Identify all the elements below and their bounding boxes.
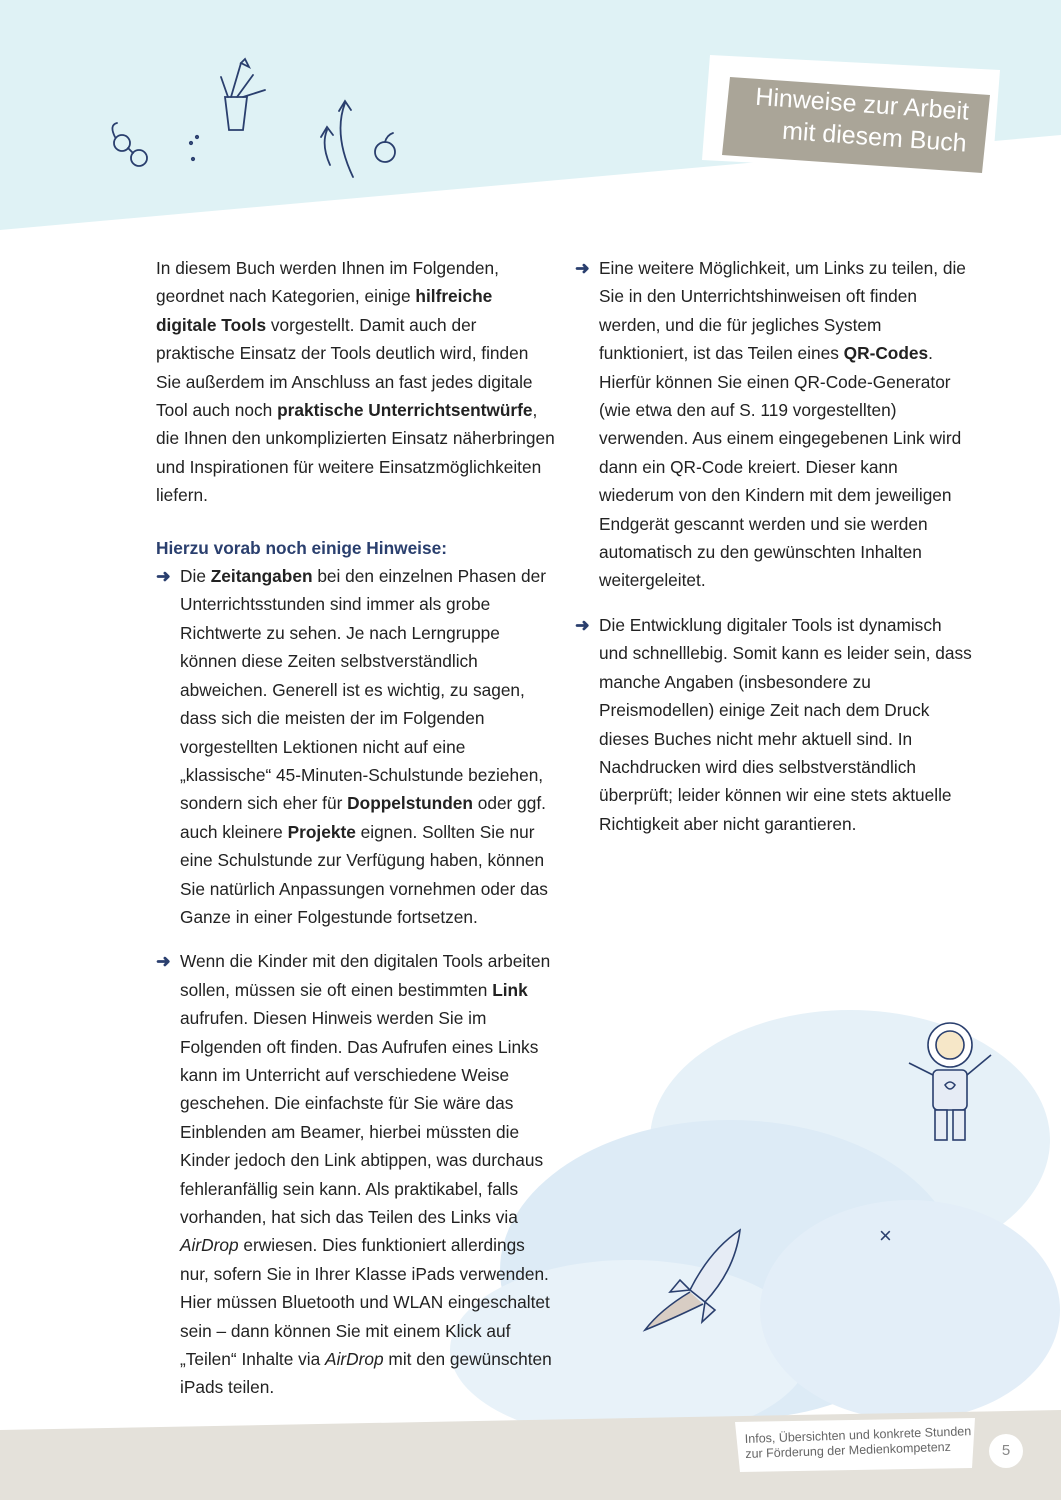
glasses-icon bbox=[112, 123, 147, 166]
footer-caption: Infos, Übersichten und konkrete Stunden zur Förderung der Medienkompetenz bbox=[744, 1424, 972, 1462]
hint-links: ➜ Wenn die Kinder mit den digitalen Tools arbeiten sollen, müssen sie oft einen bestimmten Link aufrufen. Diesen Hinweis werden Sie im Folgenden oft finden. Das Aufrufen eines Links kann im Unterricht auf verschiedene Weise geschehen. Die einfachste für Sie wäre das Einblenden am Beamer, hierbei müssten die Kinder jedoch den Link abtippen, was durchaus fehleranfällig sein kann. Als praktikabel, falls vorhanden, hat sich das Teilen des Links via AirDrop erwiesen. Dies funktioniert allerdings nur, sofern Sie in Ihrer Klasse iPads verwenden. Hier müssen Bluetooth und WLAN eingeschaltet sein – dann können Sie mit einem Klick auf „Teilen“ Inhalte via AirDrop mit den gewünschten iPads teilen. bbox=[156, 947, 556, 1402]
left-column bbox=[156, 254, 556, 1402]
right-column bbox=[575, 254, 975, 838]
hints-heading: Hierzu vorab noch einige Hinweise: bbox=[156, 537, 447, 558]
pencil-cup-icon bbox=[221, 59, 265, 130]
arrow-right-icon: ➜ bbox=[575, 258, 590, 278]
arrow-right-icon: ➜ bbox=[156, 566, 171, 587]
arrow-right-icon: ➜ bbox=[156, 951, 171, 972]
hint-time-info: ➜ Die Zeitangaben bei den einzelnen Phasen der Unterrichtsstunden sind immer als grobe Richtwerte zu sehen. Je nach Lerngruppe können diese Zeiten selbstverständlich abweichen. Generell ist es wichtig, zu sagen, dass sich die meisten der im Folgenden vorgestellten Lektionen nicht auf eine „klassische“ 45-Minuten-Schulstunde beziehen, sondern sich eher für Doppelstunden oder ggf. auch kleinere Projekte eignen. Sollten Sie nur eine Schulstunde zur Verfügung haben, können Sie natürlich Anpassungen vornehmen oder das Ganze in einer Folgestunde fortsetzen. bbox=[156, 562, 556, 931]
curved-arrows-icon bbox=[321, 101, 353, 177]
hint-tool-changes: ➜ Die Entwicklung digitaler Tools ist dynamisch und schnelllebig. Somit kann es leider sein, dass manche Angaben (insbesondere zu Preismodellen) einige Zeit nach dem Druck dieses Buches nicht mehr aktuell sind. In Nachdrucken wird dies selbstverständlich überprüft; leider können wir eine stets aktuelle Richtigkeit aber nicht garantieren. bbox=[575, 611, 975, 838]
hint-qr-codes: ➜ Eine weitere Möglichkeit, um Links zu teilen, die Sie in den Unterrichtshinweisen oft finden werden, und die für jegliches System funktioniert, ist das Teilen eines QR-Codes. Hierfür können Sie einen QR-Code-Generator (wie etwa den auf S. 119 vorgestellten) verwenden. Aus einem eingegebenen Link wird dann ein QR-Code kreiert. Dieser kann wiederum von den Kindern mit dem jeweiligen Endgerät gescannt werden und sie werden automatisch zu den gewünschten Inhalten weitergeleitet. bbox=[575, 254, 975, 595]
chapter-title: Hinweise zur Arbeit mit diesem Buch bbox=[754, 82, 970, 158]
page-number: 5 bbox=[989, 1434, 1023, 1468]
x-mark-icon: × bbox=[879, 1223, 892, 1248]
sparkle-dots-icon bbox=[190, 136, 198, 160]
astronaut-illustration bbox=[895, 1015, 1005, 1155]
arrow-right-icon: ➜ bbox=[575, 614, 590, 635]
apple-icon bbox=[375, 133, 395, 162]
intro-paragraph: In diesem Buch werden Ihnen im Folgenden, geordnet nach Kategorien, einige hilfreiche digitale Tools vorgestellt. Damit auch der praktische Einsatz der Tools deutlich wird, finden Sie außerdem im Anschluss an fast jedes digitale Tool auch noch praktische Unterrichtsentwürfe, die Ihnen den unkomplizierten Einsatz näherbringen und Inspirationen für weitere Einsatzmöglichkeiten liefern. bbox=[156, 258, 555, 506]
rocket-illustration bbox=[630, 1220, 760, 1340]
doodle-illustrations bbox=[95, 55, 425, 185]
